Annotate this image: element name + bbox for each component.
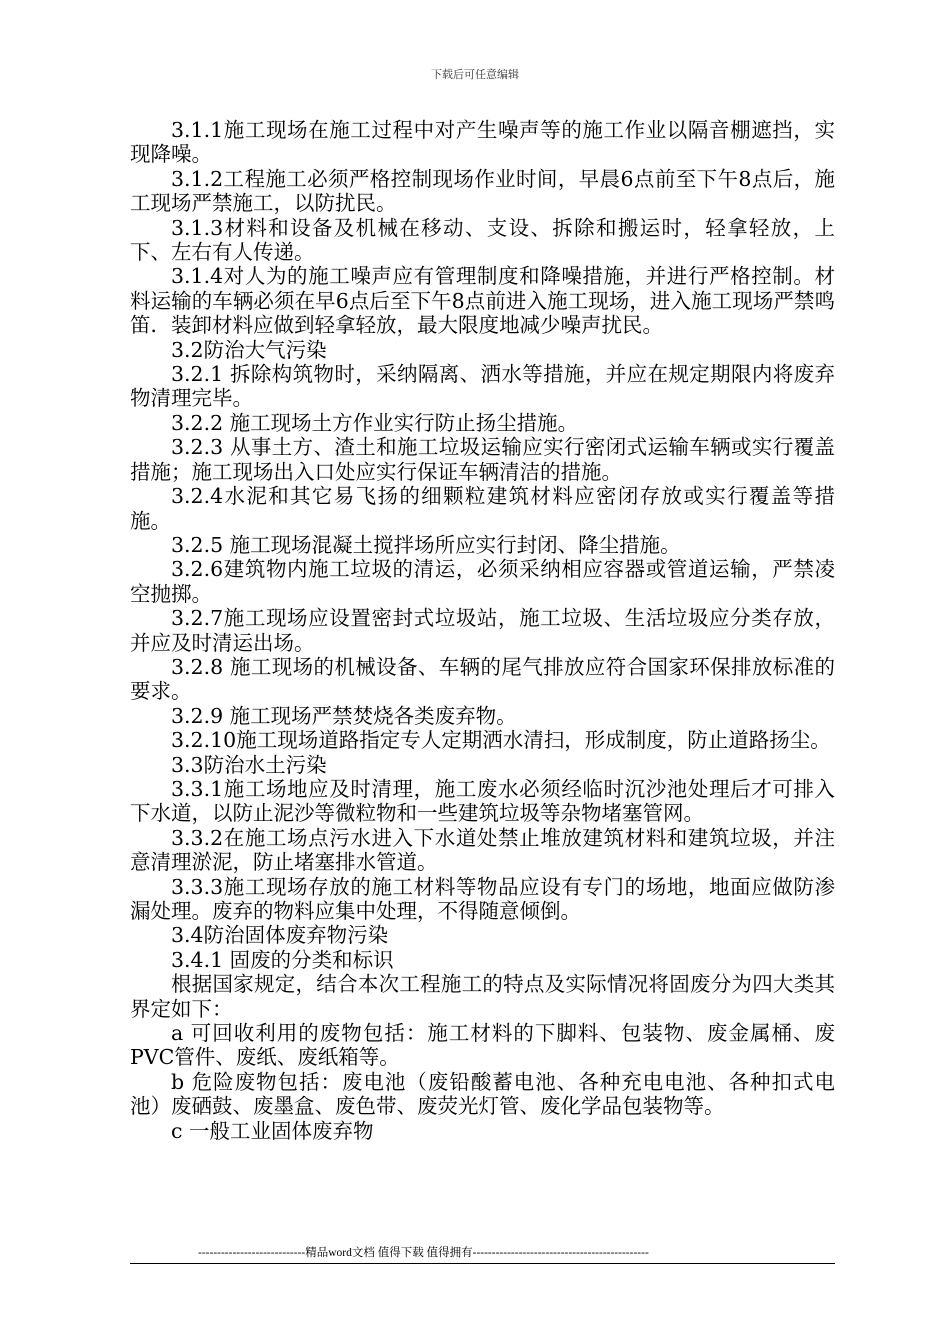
- section-heading: 3.2防治大气污染: [171, 337, 327, 362]
- header-note: 下载后可任意编辑: [431, 68, 519, 81]
- list-item: a 可回收利用的废物包括：施工材料的下脚料、包装物、废金属桶、废PVC管件、废纸、废纸箱等。: [130, 1021, 835, 1070]
- paragraph: 3.1.4对人为的施工噪声应有管理制度和降噪措施，并进行严格控制。材料运输的车辆必须在早6点后至下午8点前进入施工现场，进入施工现场严禁鸣笛．装卸材料应做到轻拿轻放，最大限度地减少噪声扰民。: [130, 264, 835, 338]
- paragraph: 3.1.2工程施工必须严格控制现场作业时间，早晨6点前至下午8点后，施工现场严禁施工，以防扰民。: [130, 166, 835, 216]
- subsection-heading: 3.4.1 固废的分类和标识: [171, 947, 394, 972]
- paragraph: 3.3.3施工现场存放的施工材料等物品应设有专门的场地，地面应做防渗漏处理。废弃的物料应集中处理，不得随意倾倒。: [130, 874, 835, 923]
- footer-divider: [130, 1263, 835, 1264]
- paragraph: 3.2.4水泥和其它易飞扬的细颗粒建筑材料应密闭存放或实行覆盖等措施。: [130, 484, 835, 533]
- list-item: c 一般工业固体废弃物: [171, 1118, 374, 1143]
- document-body: [130, 118, 835, 1143]
- list-item: b 危险废物包括：废电池（废铅酸蓄电池、各种充电电池、各种扣式电池）废硒鼓、废墨盒、废色带、废荧光灯管、废化学品包装物等。: [130, 1069, 835, 1119]
- paragraph: 3.1.3材料和设备及机械在移动、支设、拆除和搬运时，轻拿轻放，上下、左右有人传递。: [130, 215, 835, 265]
- section-heading: 3.3防治水土污染: [171, 752, 327, 777]
- paragraph: 3.2.5 施工现场混凝土搅拌场所应实行封闭、降尘措施。: [171, 532, 681, 557]
- paragraph: 3.2.8 施工现场的机械设备、车辆的尾气排放应符合国家环保排放标准的要求。: [130, 654, 835, 704]
- paragraph: 3.1.1施工现场在施工过程中对产生噪声等的施工作业以隔音棚遮挡，实现降噪。: [130, 118, 835, 167]
- paragraph: 根据国家规定，结合本次工程施工的特点及实际情况将固废分为四大类其界定如下：: [130, 972, 835, 1021]
- paragraph: 3.2.9 施工现场严禁焚烧各类废弃物。: [171, 703, 517, 728]
- paragraph: 3.3.2在施工场点污水进入下水道处禁止堆放建筑材料和建筑垃圾，并注意清理淤泥，防止堵塞排水管道。: [130, 825, 835, 875]
- paragraph: 3.2.6建筑物内施工垃圾的清运，必须采纳相应容器或管道运输，严禁凌空抛掷。: [130, 557, 835, 606]
- paragraph: 3.3.1施工场地应及时清理，施工废水必须经临时沉沙池处理后才可排入下水道，以防止泥沙等微粒物和一些建筑垃圾等杂物堵塞管网。: [130, 776, 835, 826]
- paragraph: 3.2.3 从事土方、渣土和施工垃圾运输应实行密闭式运输车辆或实行覆盖措施；施工现场出入口处应实行保证车辆清洁的措施。: [130, 435, 835, 484]
- paragraph: 3.2.1 拆除构筑物时，采纳隔离、洒水等措施，并应在规定期限内将废弃物清理完毕。: [130, 362, 835, 411]
- paragraph: 3.2.10施工现场道路指定专人定期洒水清扫，形成制度，防止道路扬尘。: [171, 728, 831, 753]
- footer-text: ----------------------------精品word文档 值得下载 值得拥有----------------------------------------------: [198, 1247, 649, 1259]
- section-heading: 3.4防治固体废弃物污染: [171, 923, 389, 948]
- paragraph: 3.2.2 施工现场土方作业实行防止扬尘措施。: [171, 410, 579, 435]
- paragraph: 3.2.7施工现场应设置密封式垃圾站，施工垃圾、生活垃圾应分类存放，并应及时清运出场。: [130, 606, 835, 655]
